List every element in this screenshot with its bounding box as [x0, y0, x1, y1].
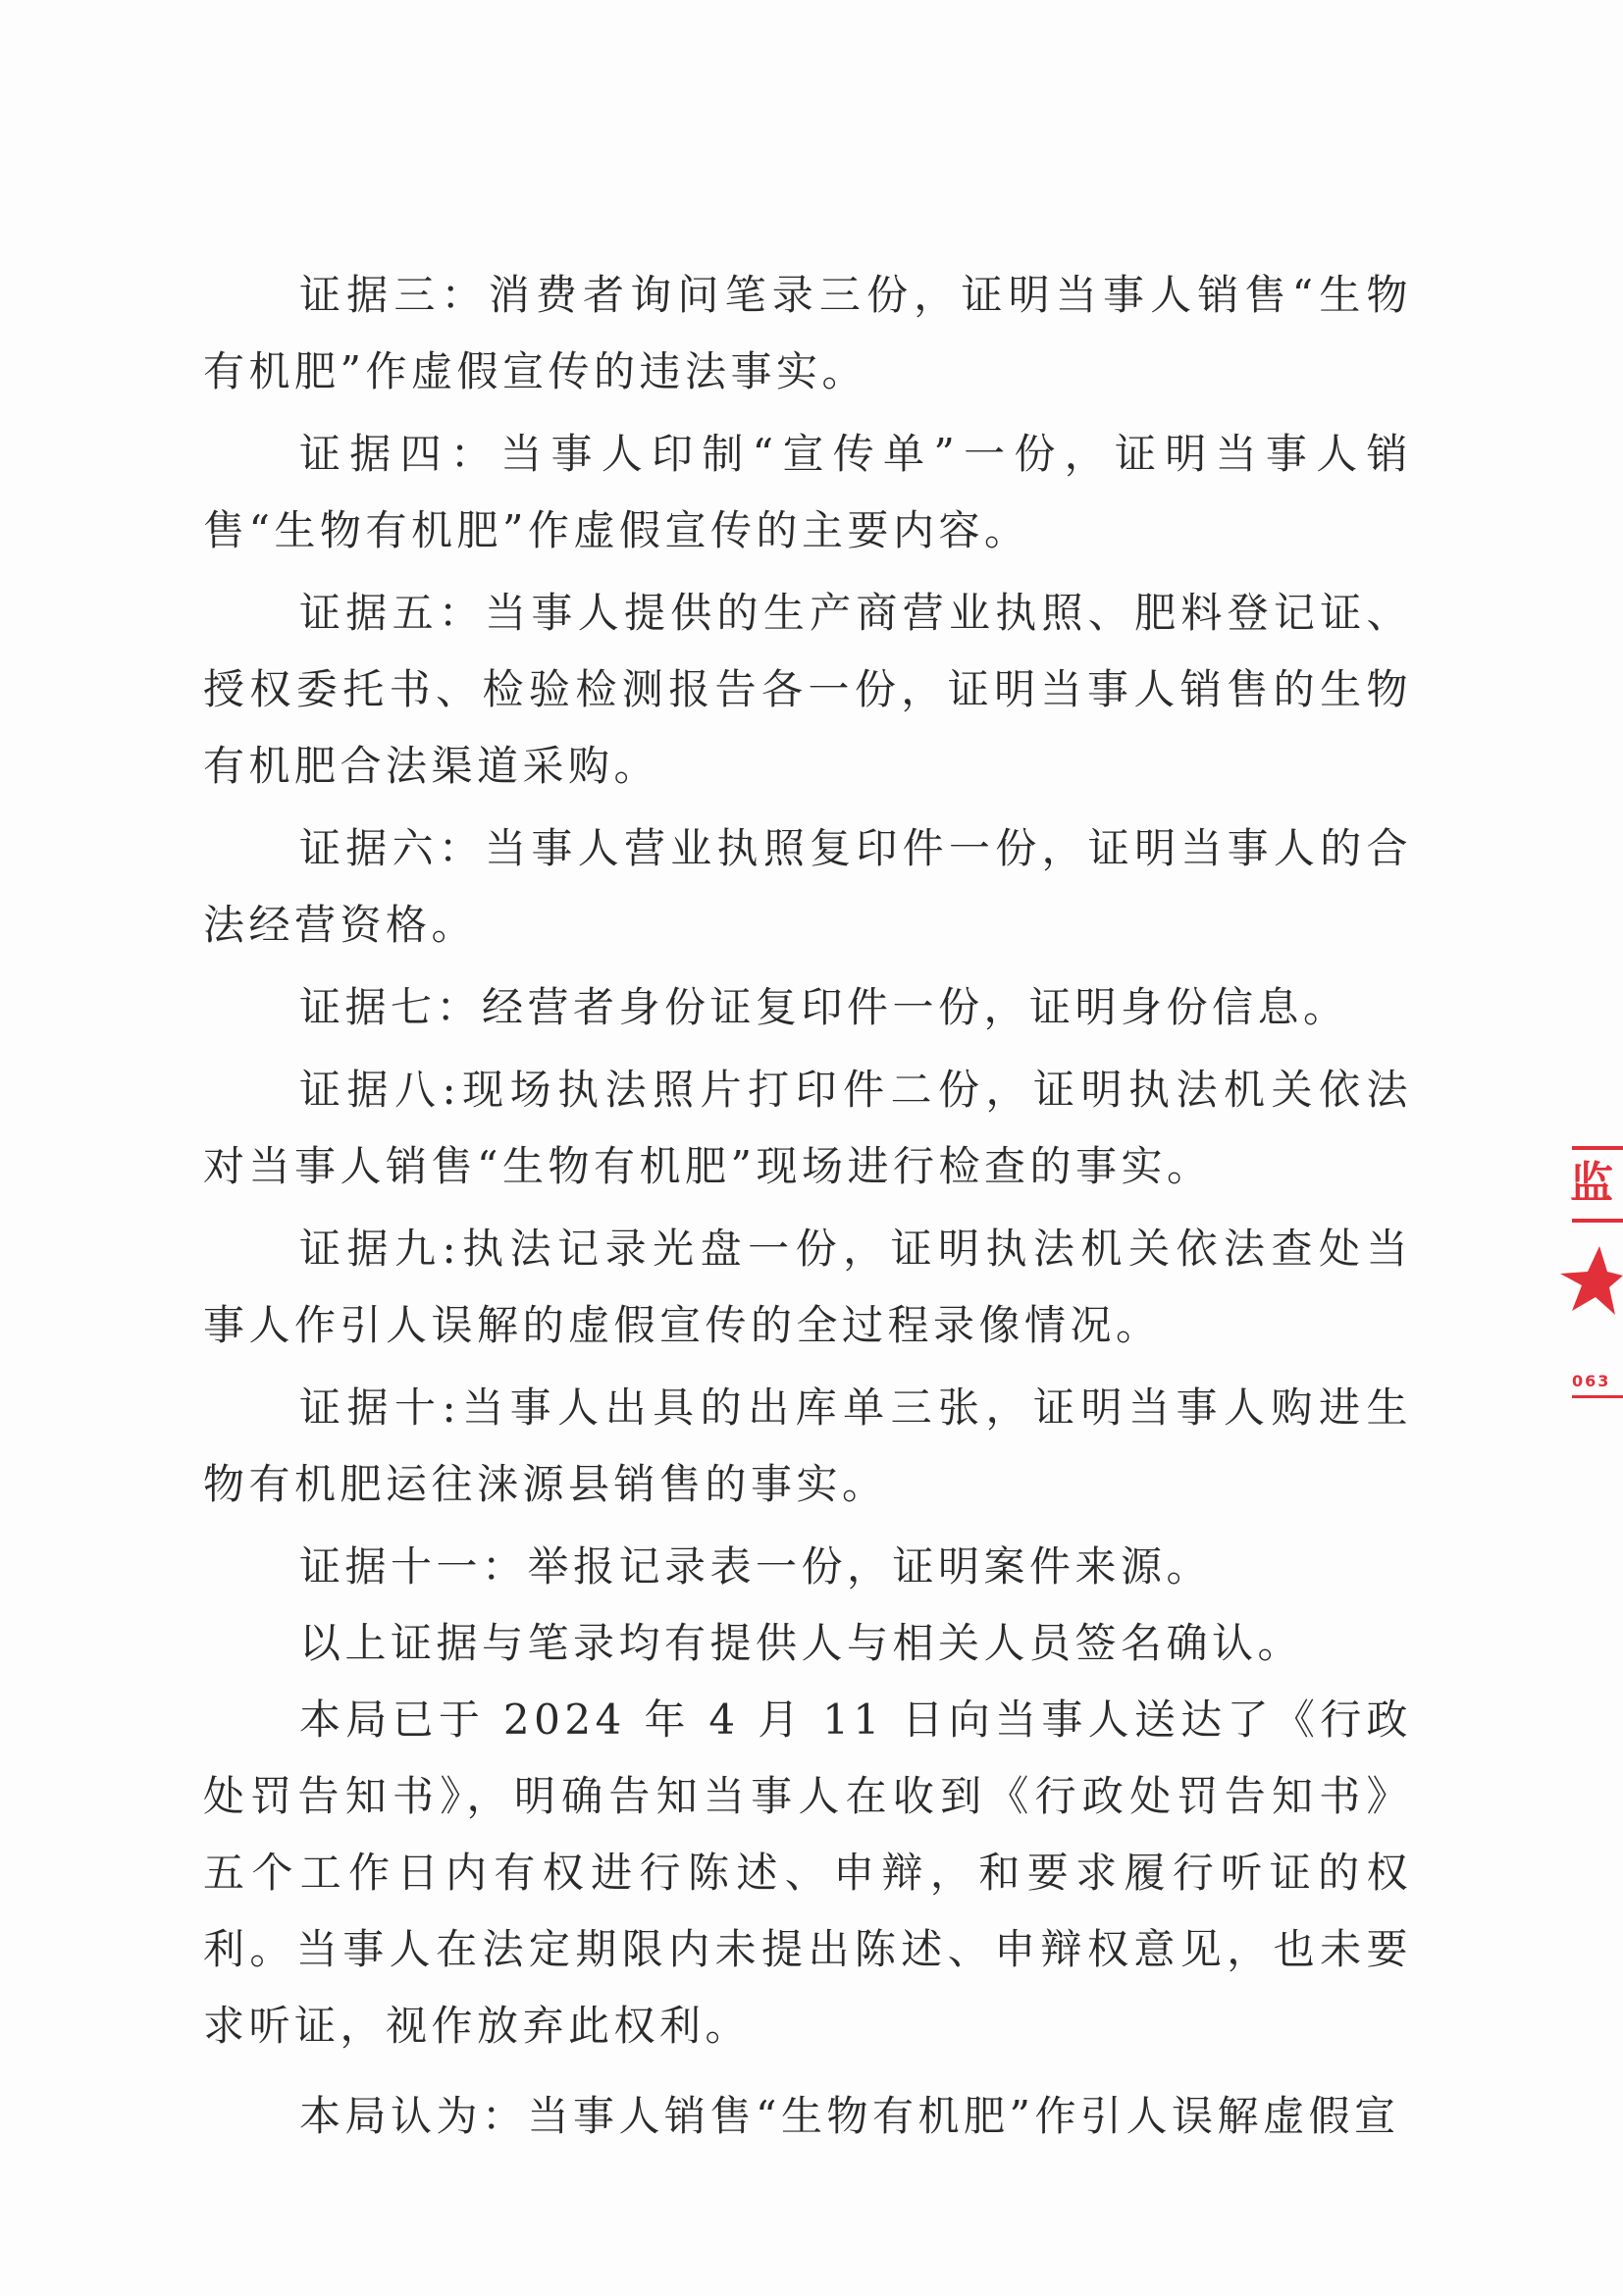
- document-body: [203, 257, 1412, 2161]
- seal-number-bar: [1572, 1395, 1623, 1398]
- evidence-11-paragraph: 证据十一：举报记录表一份，证明案件来源。: [299, 1542, 1213, 1591]
- evidence-10-paragraph: 证据十:当事人出具的出库单三张，证明当事人购进生物有机肥运往涞源县销售的事实。: [203, 1383, 1412, 1508]
- evidence-9-paragraph: 证据九:执法记录光盘一份，证明执法机关依法查处当事人作引人误解的虚假宣传的全过程录像情况。: [203, 1225, 1412, 1349]
- seal-character: 监: [1570, 1158, 1613, 1208]
- evidence-7-paragraph: 证据七：经营者身份证复印件一份，证明身份信息。: [299, 983, 1349, 1031]
- evidence-6-paragraph: 证据六：当事人营业执照复印件一份，证明当事人的合法经营资格。: [203, 824, 1412, 949]
- seal-number: 063: [1572, 1372, 1611, 1390]
- seal-under-bar: [1572, 1219, 1623, 1223]
- official-seal-fragment: [1560, 1138, 1623, 1472]
- evidence-4-paragraph: 证据四：当事人印制“宣传单”一份，证明当事人销售“生物有机肥”作虚假宣传的主要内容。: [203, 430, 1412, 554]
- notification-paragraph: 本局已于 2024 年 4 月 11 日向当事人送达了《行政处罚告知书》，明确告知当事人在收到《行政处罚告知书》五个工作日内有权进行陈述、申辩，和要求履行听证的权利。当事人在法定期限内未提出陈述、申辩权意见，也未要求听证，视作放弃此权利。: [203, 1696, 1412, 2050]
- bureau-opinion-paragraph: 本局认为：当事人销售“生物有机肥”作引人误解虚假宣: [299, 2092, 1400, 2140]
- evidence-8-paragraph: 证据八:现场执法照片打印件二份，证明执法机关依法对当事人销售“生物有机肥”现场进行检查的事实。: [203, 1066, 1412, 1190]
- seal-top-bar: [1572, 1146, 1623, 1150]
- seal-star-icon: [1560, 1246, 1623, 1315]
- evidence-5-paragraph: 证据五：当事人提供的生产商营业执照、肥料登记证、授权委托书、检验检测报告各一份，证明当事人销售的生物有机肥合法渠道采购。: [203, 589, 1412, 790]
- signature-confirmation-paragraph: 以上证据与笔录均有提供人与相关人员签名确认。: [299, 1619, 1304, 1667]
- evidence-3-paragraph: 证据三：消费者询问笔录三份，证明当事人销售“生物有机肥”作虚假宣传的违法事实。: [203, 271, 1412, 395]
